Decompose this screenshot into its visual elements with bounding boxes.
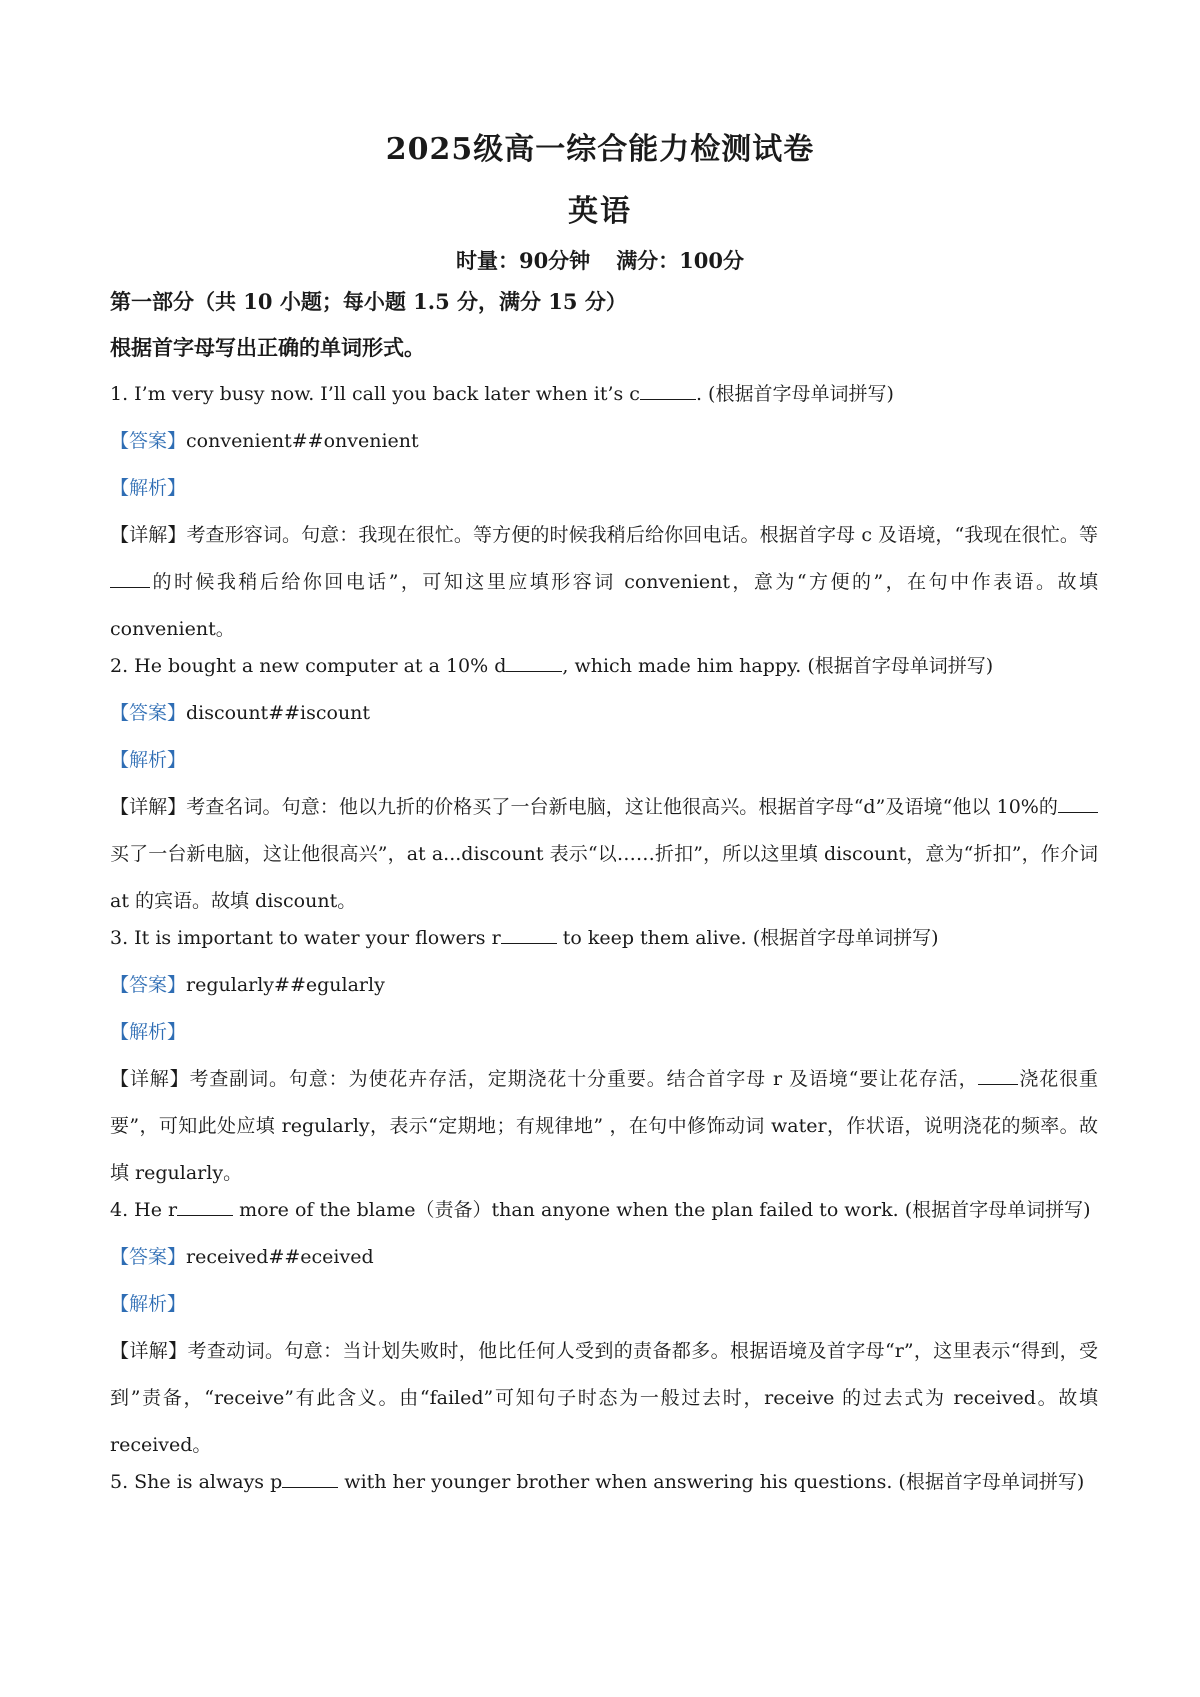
question-3 [110,923,1098,952]
answer-text: regularly##egularly [186,974,385,996]
answer-blank [282,1467,338,1488]
answer-line-3 [110,971,1098,999]
detail-text-cont: 的时候我稍后给你回电话”，可知这里应填形容词 convenient，意为“方便的”，在句中作表语。故填 convenient。 [110,571,1098,640]
section-instruction: 根据首字母写出正确的单词形式。 [110,335,425,360]
question-text: 4. He r [110,1199,178,1221]
question-text: 1. I’m very busy now. I’ll call you back later when it’s c [110,383,640,405]
question-text: 5. She is always p [110,1471,283,1493]
exam-meta [0,245,1200,275]
detail-paragraph-1 [110,512,1098,653]
time-label: 时量：90分钟 [455,248,591,273]
answer-tag: 【答案】 [110,974,187,996]
answer-blank [640,379,696,400]
detail-text: 考查动词。句意：当计划失败时，他比任何人受到的责备都多。根据语境及首字母“r”，这里表示“得到，受到”责备，“receive”有此含义。由“failed”可知句子时态为一般过去时，receive 的过去式为 received。故填 received。 [110,1340,1098,1456]
score-label: 满分：100分 [616,248,745,273]
question-1 [110,379,1098,408]
detail-text: 考查副词。句意：为使花卉存活，定期浇花十分重要。结合首字母 r 及语境“要让花存活， [189,1068,979,1090]
detail-blank [110,567,150,588]
answer-text: discount##iscount [186,702,371,724]
detail-text-cont: 浇花很重要”，可知此处应填 regularly，表示“定期地；有规律地” ，在句中修饰动词 water，作状语，说明浇花的频率。故填 regularly。 [110,1068,1098,1184]
detail-tag: 【详解】 [110,1340,188,1362]
detail-text: 考查名词。句意：他以九折的价格买了一台新电脑，这让他很高兴。根据首字母“d”及语境“他以 10%的 [186,796,1058,818]
question-text-end: , which made him happy. [562,655,802,677]
answer-line-2 [110,699,1098,727]
detail-blank [978,1064,1018,1085]
analysis-tag: 【解析】 [110,477,187,499]
detail-tag: 【详解】 [110,1068,190,1090]
detail-paragraph-3 [110,1056,1098,1197]
exam-title: 2025级高一综合能力检测试卷 [385,132,815,167]
analysis-line-3 [110,1018,1098,1046]
answer-tag: 【答案】 [110,430,187,452]
source-note: (根据首字母单词拼写) [898,1471,1085,1493]
detail-blank [1058,792,1098,813]
analysis-tag: 【解析】 [110,1293,187,1315]
analysis-line-2 [110,746,1098,774]
source-note: (根据首字母单词拼写) [904,1199,1091,1221]
analysis-tag: 【解析】 [110,1021,187,1043]
source-note: (根据首字母单词拼写) [807,655,994,677]
answer-line-4 [110,1243,1098,1271]
question-2 [110,651,1098,680]
question-text: 3. It is important to water your flowers r [110,927,501,949]
detail-text-cont: 买了一台新电脑，这让他很高兴”，at a...discount 表示“以……折扣”，所以这里填 discount，意为“折扣”，作介词 at 的宾语。故填 discount。 [110,843,1098,912]
question-text-end: with her younger brother when answering his questions. [338,1471,893,1493]
detail-tag: 【详解】 [110,524,187,546]
question-text-end: . [695,383,702,405]
answer-tag: 【答案】 [110,702,187,724]
answer-blank [177,1195,233,1216]
analysis-line-4 [110,1290,1098,1318]
analysis-line-1 [110,474,1098,502]
detail-tag: 【详解】 [110,796,187,818]
analysis-tag: 【解析】 [110,749,187,771]
section-heading: 第一部分（共 10 小题；每小题 1.5 分，满分 15 分） [110,289,627,314]
question-text-end: more of the blame（责备）than anyone when the plan failed to work. [233,1199,899,1221]
source-note: (根据首字母单词拼写) [708,383,894,405]
subject-title: 英语 [568,194,632,229]
detail-text: 考查形容词。句意：我现在很忙。等方便的时候我稍后给你回电话。根据首字母 c 及语境，“我现在很忙。等 [186,524,1098,546]
source-note: (根据首字母单词拼写) [752,927,939,949]
question-text-end: to keep them alive. [556,927,747,949]
answer-line-1 [110,427,1098,455]
answer-tag: 【答案】 [110,1246,187,1268]
answer-blank [506,651,562,672]
question-5 [110,1467,1098,1496]
answer-blank [501,923,557,944]
exam-content [110,287,1098,1515]
answer-text: convenient##onvenient [186,430,419,452]
question-text: 2. He bought a new computer at a 10% d [110,655,507,677]
detail-paragraph-4 [110,1328,1098,1469]
question-4 [110,1195,1098,1224]
answer-text: received##eceived [186,1246,374,1268]
detail-paragraph-2 [110,784,1098,925]
